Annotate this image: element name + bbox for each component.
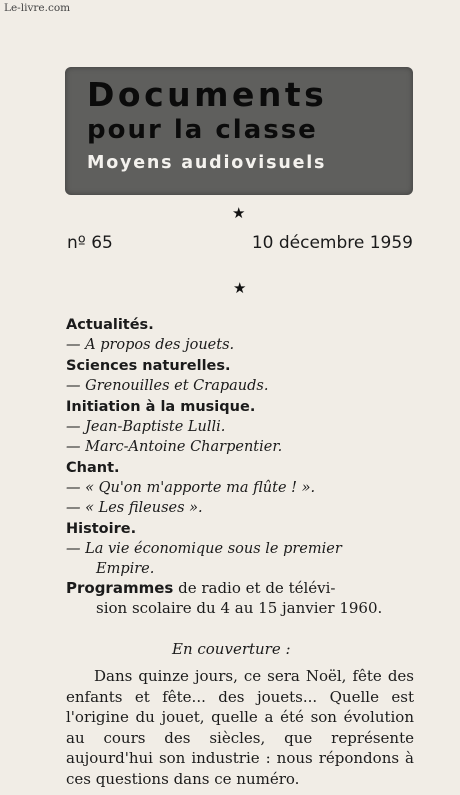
star-ornament-top: ★ xyxy=(232,204,246,222)
list-item: — La vie économique sous le premier xyxy=(66,541,342,557)
list-item: — « Qu'on m'apporte ma flûte ! ». xyxy=(66,480,316,496)
section-title: Histoire. xyxy=(66,521,137,537)
list-item: — Marc-Antoine Charpentier. xyxy=(66,439,283,455)
star-ornament-bottom: ★ xyxy=(233,279,247,297)
table-of-contents xyxy=(66,314,416,579)
list-item: — « Les fileuses ». xyxy=(66,500,203,516)
publication-title: Documents xyxy=(87,75,328,114)
list-item: — A propos des jouets. xyxy=(66,337,235,353)
list-item: — Jean-Baptiste Lulli. xyxy=(66,419,226,435)
title-banner xyxy=(65,67,413,195)
issue-info xyxy=(67,233,413,259)
section-title: Sciences naturelles. xyxy=(66,358,231,374)
publication-subtitle: pour la classe xyxy=(87,115,318,145)
watermark: Le-livre.com xyxy=(4,2,71,14)
cover-text: Dans quinze jours, ce sera Noël, fête des enfants et fête... des jouets... Quelle est l'origine du jouet, quelle a été son évolution au cours des siècles, que représente aujourd'hui son industrie : nous répondons à ces questions dans ce numéro. xyxy=(66,667,414,788)
list-item: — Grenouilles et Crapauds. xyxy=(66,378,269,394)
section-title: Chant. xyxy=(66,460,120,476)
programmes-text-2: sion scolaire du 4 au 15 janvier 1960. xyxy=(96,599,383,617)
list-item-continuation: Empire. xyxy=(96,561,155,577)
issue-date: 10 décembre 1959 xyxy=(251,233,413,253)
cover-heading: En couverture : xyxy=(172,640,291,658)
programmes-lead: Programmes xyxy=(66,579,174,597)
section-title: Actualités. xyxy=(66,317,154,333)
issue-number: nº 65 xyxy=(67,233,113,253)
programmes-text-1: de radio et de télévi- xyxy=(173,579,336,597)
programmes-note xyxy=(66,578,412,618)
publication-tagline: Moyens audiovisuels xyxy=(87,153,327,173)
section-title: Initiation à la musique. xyxy=(66,399,256,415)
